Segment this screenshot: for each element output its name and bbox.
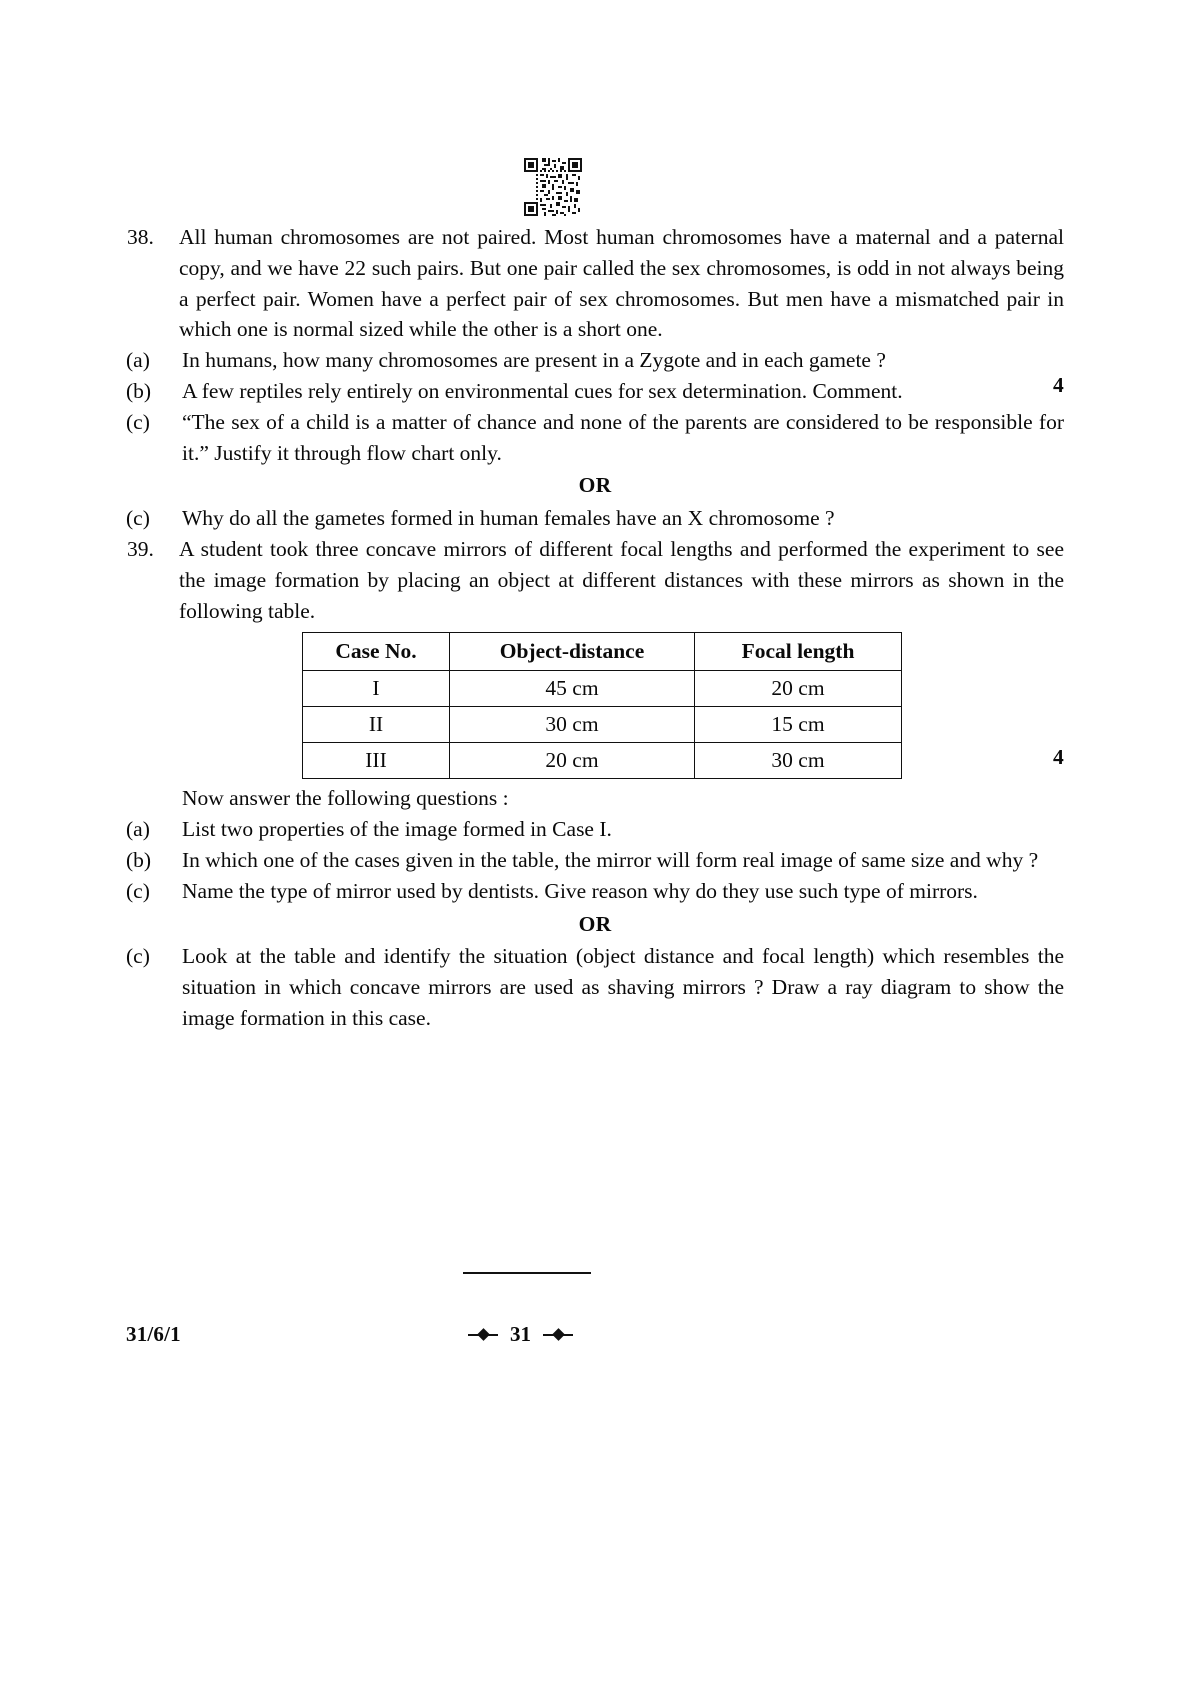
cell-object-distance: 30 cm <box>450 707 695 743</box>
qr-code-icon <box>524 158 582 216</box>
mirror-cases-table <box>302 632 902 779</box>
question-38-stem: All human chromosomes are not paired. Most human chromosomes have a maternal and a paternal copy, and we have 22 such pairs. But one pair called the sex chromosomes, is odd in not always being a perfect pair. Women have a perfect pair of sex chromosomes. But men have a mismatched pair in which one is normal sized while the other is a short one. <box>179 225 1064 342</box>
question-39-part-c <box>126 876 1064 907</box>
question-39-part-b <box>126 845 1064 876</box>
right-ornament-icon <box>543 1328 573 1342</box>
part-text: Look at the table and identify the situation (object distance and focal length) which resembles the situation in which concave mirrors are used as shaving mirrors ? Draw a ray diagram to show the image formation in this case. <box>182 944 1064 1030</box>
mirror-cases-table-wrapper <box>126 632 1064 779</box>
page-number: 31 <box>510 1322 531 1346</box>
left-ornament-icon <box>468 1328 498 1342</box>
part-label: (b) <box>126 847 152 872</box>
question-39-part-a <box>126 814 1064 845</box>
page-footer <box>126 1322 1064 1356</box>
section-end-rule <box>463 1272 591 1274</box>
page-number-group <box>468 1322 573 1347</box>
cell-object-distance: 45 cm <box>450 671 695 707</box>
part-text: Name the type of mirror used by dentists. Give reason why do they use such type of mirrors. <box>182 878 978 903</box>
question-38-part-a <box>126 345 1064 376</box>
paper-code: 31/6/1 <box>126 1322 181 1346</box>
column-header-object-distance: Object-distance <box>450 633 695 671</box>
marks-question-38: 4 <box>1053 373 1064 397</box>
cell-case-no: I <box>303 671 450 707</box>
cell-case-no: II <box>303 707 450 743</box>
question-38-part-c <box>126 407 1064 469</box>
marks-question-39: 4 <box>1053 745 1064 769</box>
table-header-row <box>303 633 902 671</box>
question-38-part-b <box>126 373 1064 407</box>
question-38-number: 38. <box>127 225 154 249</box>
question-39-stem: A student took three concave mirrors of different focal lengths and performed the experiment to see the image formation by placing an object at different distances with these mirrors as shown in the following table. <box>179 536 1064 623</box>
table-row <box>303 743 902 779</box>
question-39-or-part-c <box>126 941 1064 1033</box>
part-label: (c) <box>126 878 150 903</box>
part-text: In humans, how many chromosomes are present in a Zygote and in each gamete ? <box>182 348 886 373</box>
question-39-table-note: Now answer the following questions : <box>182 786 509 811</box>
part-text: In which one of the cases given in the table, the mirror will form real image of same size and why ? <box>182 847 1039 872</box>
part-label: (a) <box>126 817 150 842</box>
question-38-or-divider: OR <box>578 473 612 498</box>
part-label: (c) <box>126 506 150 531</box>
table-row <box>303 707 902 743</box>
table-row <box>303 671 902 707</box>
column-header-case-no: Case No. <box>303 633 450 671</box>
question-39-or-divider: OR <box>578 911 612 936</box>
part-label: (c) <box>126 409 150 434</box>
cell-focal-length: 30 cm <box>695 743 902 779</box>
cell-object-distance: 20 cm <box>450 743 695 779</box>
column-header-focal-length: Focal length <box>695 633 902 671</box>
cell-case-no: III <box>303 743 450 779</box>
part-text: Why do all the gametes formed in human females have an X chromosome ? <box>182 506 835 531</box>
part-text: “The sex of a child is a matter of chance and none of the parents are considered to be responsible for it.” Justify it through flow chart only. <box>182 409 1064 465</box>
cell-focal-length: 15 cm <box>695 707 902 743</box>
question-38 <box>126 222 1064 345</box>
part-label: (b) <box>126 378 152 403</box>
part-label: (a) <box>126 348 150 373</box>
question-39 <box>126 534 1064 626</box>
question-39-number: 39. <box>127 536 154 561</box>
question-content <box>126 222 1064 1034</box>
cell-focal-length: 20 cm <box>695 671 902 707</box>
question-38-or-part-c <box>126 503 1064 534</box>
part-text: A few reptiles rely entirely on environmental cues for sex determination. Comment. <box>182 378 903 403</box>
part-text: List two properties of the image formed in Case I. <box>182 817 612 842</box>
part-label: (c) <box>126 944 150 969</box>
